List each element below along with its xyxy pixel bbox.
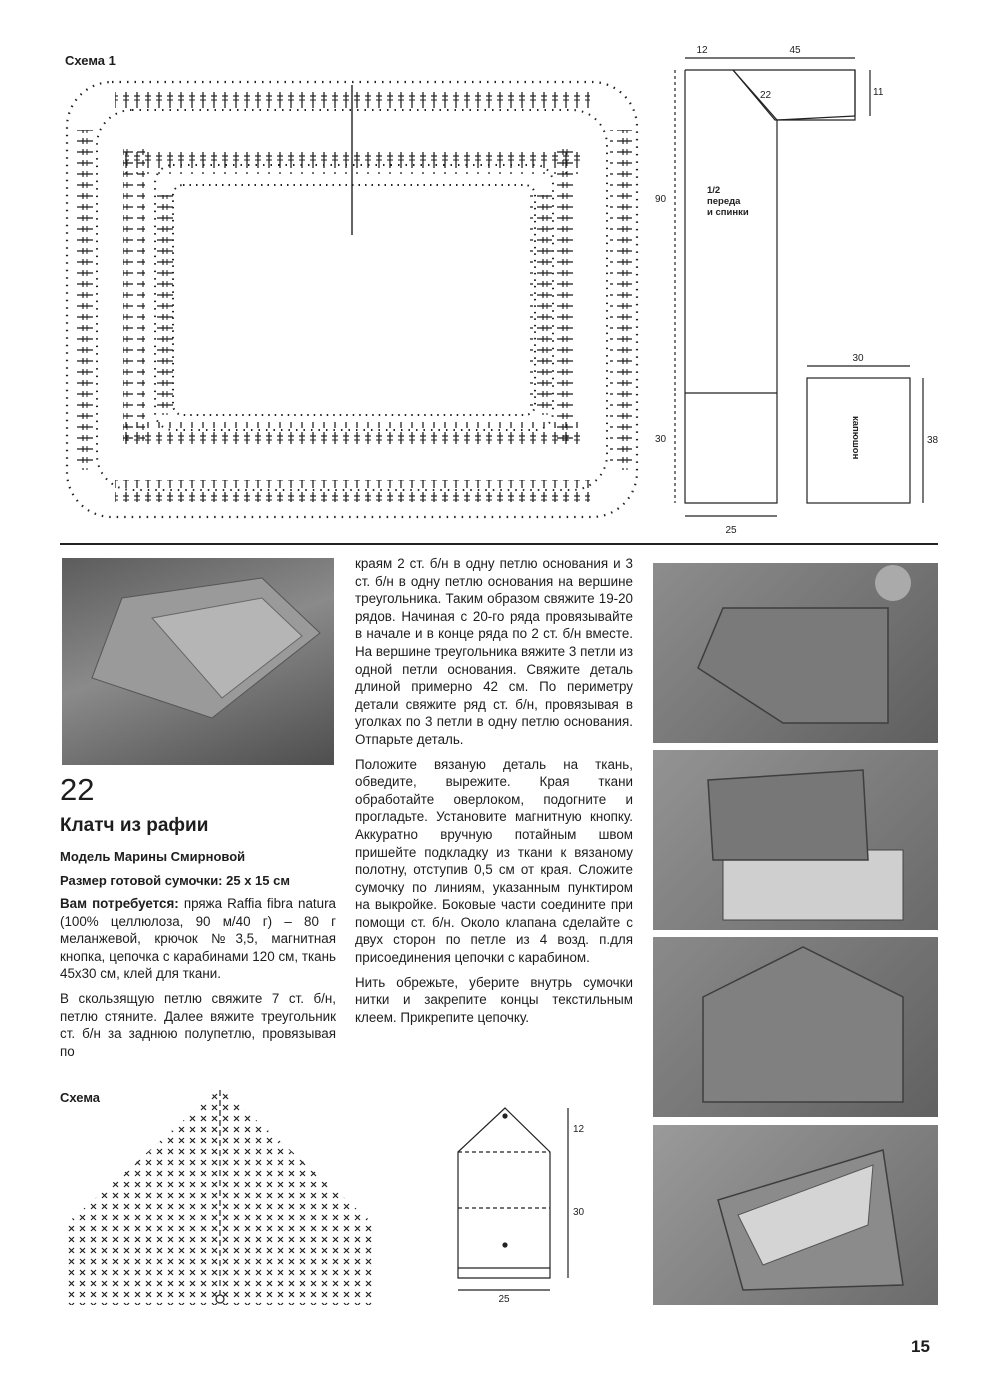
front-label-1: 1/2 — [707, 185, 721, 196]
scheme1-crochet-chart — [55, 70, 650, 530]
project-size: Размер готовой сумочки: 25 x 15 см — [60, 873, 290, 888]
paragraph-2: краям 2 ст. б/н в одну петлю основания и 3 ст. б/н в одну петлю основания на вершине треугольника. Таким образом свяжите 19-20 рядов. Начиная с 20-го ряда провязывайте в начале и в конце ряда по 2 ст. б/н вместе. На вершине треугольника вяжите 3 петли из одной петли основания. Свяжите деталь длиной примерно 42 см. По периметру детали свяжите ряд ст. б/н, провязывая в уголках по 3 петли в одну петлю основания. Отпарьте деталь. — [355, 556, 633, 747]
materials-text: пряжа Raffia fibra natura (100% целлюлоза, 90 м/40 г) – 80 г меланжевой, крючок №3,5, магнитная кнопка, цепочка с карабинами 120 см, ткань 45х30 см, клей для ткани. — [60, 896, 336, 982]
materials-paragraph — [60, 895, 336, 983]
dim-cuff: 11 — [873, 87, 884, 98]
step-photo-4 — [653, 1125, 938, 1305]
clutch-pattern-diagram — [440, 1090, 600, 1305]
scheme1-label: Схема 1 — [65, 53, 116, 68]
dim-shoulder: 12 — [696, 45, 708, 56]
paragraph-1: В скользящую петлю свяжите 7 ст. б/н, петлю стяните. Далее вяжите треугольник ст. б/н за заднюю полупетлю, провязывая по — [60, 990, 336, 1059]
page-number: 15 — [911, 1337, 930, 1356]
front-label-2: переда — [707, 196, 741, 207]
dim-width: 25 — [725, 525, 737, 536]
step-photo-1 — [653, 563, 938, 743]
dim-flap: 12 — [573, 1124, 585, 1135]
scheme2-label: Схема — [60, 1090, 101, 1105]
dim-width-bottom: 25 — [498, 1294, 510, 1305]
paragraph-4: Нить обрежьте, уберите внутрь сумочки нитки и закрепите концы текстильным клеем. Прикрепите цепочку. — [355, 974, 633, 1025]
front-label-3: и спинки — [707, 207, 749, 218]
triangle-crochet-chart — [55, 1080, 385, 1310]
materials-lead: Вам потребуется: — [60, 896, 179, 911]
hood-width: 30 — [852, 353, 864, 364]
section-divider — [60, 543, 938, 545]
dim-height: 30 — [573, 1207, 585, 1218]
step-photo-3 — [653, 937, 938, 1117]
dim-length: 90 — [655, 194, 667, 205]
step-photo-2 — [653, 750, 938, 930]
sweater-pattern-diagram — [655, 38, 955, 538]
dim-angle: 22 — [760, 90, 772, 101]
project-author: Модель Марины Смирновой — [60, 849, 246, 864]
hood-label: капюшон — [850, 416, 861, 460]
paragraph-3: Положите вязаную деталь на ткань, обведите, вырежите. Края ткани обработайте оверлоком, подогните и прогладьте. Установите магнитную кнопку. Аккуратно вручную потайным швом пришейте подкладку из ткани к вязаному полотну, отступив 0,5 см от края. Сложите сумочку по линиям, указанным пунктиром на выкройке. Боковые части соедините при помощи ст. б/н. Около клапана сделайте с двух сторон по петле из 4 возд. п.для присоединения цепочки с карабином. — [355, 756, 633, 966]
project-number: 22 — [60, 772, 95, 807]
text-column-2 — [355, 555, 633, 1033]
clutch-photo-grass — [62, 558, 334, 765]
hood-height: 38 — [927, 435, 939, 446]
dim-sleeve: 45 — [789, 45, 801, 56]
dim-lower: 30 — [655, 434, 667, 445]
text-column-1 — [60, 895, 336, 1067]
project-title: Клатч из рафии — [60, 815, 209, 836]
